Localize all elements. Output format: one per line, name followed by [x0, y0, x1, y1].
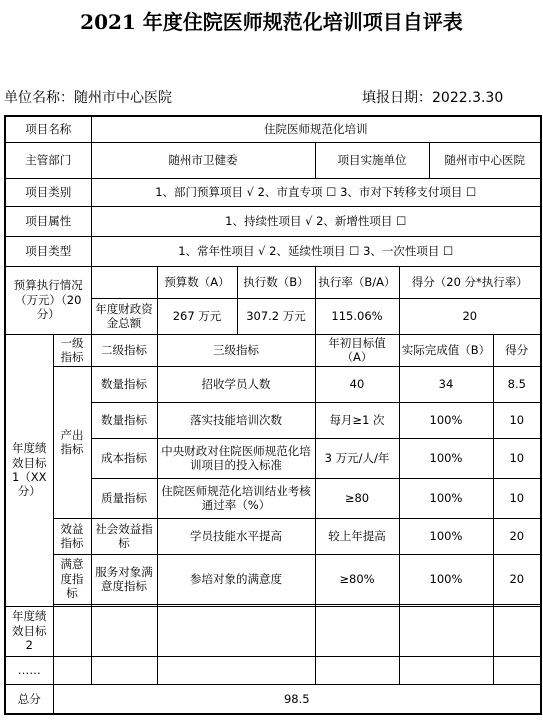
category-value: 1、部门预算项目 √ 2、市直专项 ☐ 3、市对下转移支付项目 ☐: [91, 178, 541, 206]
level3-cell: 住院医师规范化培训结业考核通过率（%）: [157, 478, 315, 518]
project-name-label: 项目名称: [5, 116, 91, 142]
attr-label: 项目属性: [5, 206, 91, 236]
budget-label: 预算执行情况（万元）（20 分）: [5, 266, 91, 334]
h-actual: 实际完成值（B）: [399, 334, 493, 366]
score-cell: 20: [493, 518, 541, 554]
category-label: 项目类别: [5, 178, 91, 206]
target-cell: 3 万元/人/年: [315, 438, 399, 478]
type-value: 1、常年性项目 √ 2、延续性项目 ☐ 3、一次性项目 ☐: [91, 236, 541, 266]
actual-cell: 100%: [399, 402, 493, 438]
total-value: 98.5: [53, 684, 541, 714]
ellipsis: ……: [5, 656, 53, 684]
perf-group2-label: 年度绩效目标 2: [5, 606, 53, 656]
date-value: 2022.3.30: [432, 90, 504, 106]
table-row: [5, 554, 541, 604]
score-cell: 8.5: [493, 366, 541, 402]
budget-row-label: 年度财政资金总额: [91, 298, 157, 334]
dept-value: 随州市卫健委: [91, 142, 315, 178]
exec-value: 307.2 万元: [237, 298, 315, 334]
score-cell: 10: [493, 402, 541, 438]
attr-value: 1、持续性项目 √ 2、新增性项目 ☐: [91, 206, 541, 236]
impl-value: 随州市中心医院: [429, 142, 541, 178]
actual-cell: 100%: [399, 438, 493, 478]
actual-cell: 100%: [399, 478, 493, 518]
h-target: 年初目标值（A）: [315, 334, 399, 366]
col-budget: 预算数（A）: [157, 266, 237, 298]
perf-group-label: 年度绩效目标 1（XX 分）: [5, 334, 53, 606]
h-level2: 二级指标: [91, 334, 157, 366]
score-cell: 10: [493, 438, 541, 478]
level2-cell: 成本指标: [91, 438, 157, 478]
level3-cell: 中央财政对住院医师规范化培训项目的投入标准: [157, 438, 315, 478]
budget-corner: [91, 266, 157, 298]
level2-cell: 社会效益指标: [91, 518, 157, 554]
actual-cell: 100%: [399, 518, 493, 554]
target-cell: ≥80: [315, 478, 399, 518]
self-evaluation-table: [4, 115, 542, 715]
date-field: [362, 87, 503, 107]
target-cell: 较上年提高: [315, 518, 399, 554]
level3-cell: 参培对象的满意度: [157, 554, 315, 604]
date-label: 填报日期：: [362, 90, 432, 106]
unit-name: 随州市中心医院: [74, 90, 172, 106]
col-score: 得分（20 分*执行率）: [399, 266, 541, 298]
dept-label: 主管部门: [5, 142, 91, 178]
level2-cell: 数量指标: [91, 402, 157, 438]
level2-cell: 服务对象满意度指标: [91, 554, 157, 604]
rate-value: 115.06%: [315, 298, 399, 334]
level2-cell: 数量指标: [91, 366, 157, 402]
unit-label: 单位名称：: [4, 90, 74, 106]
level3-cell: 学员技能水平提高: [157, 518, 315, 554]
unit-field: [4, 87, 172, 107]
col-exec: 执行数（B）: [237, 266, 315, 298]
score-cell: 20: [493, 554, 541, 604]
h-level1: 一级指标: [53, 334, 91, 366]
impl-label: 项目实施单位: [315, 142, 429, 178]
h-score: 得分: [493, 334, 541, 366]
target-cell: 40: [315, 366, 399, 402]
actual-cell: 34: [399, 366, 493, 402]
table-row: [5, 366, 541, 402]
project-name-value: 住院医师规范化培训: [91, 116, 541, 142]
actual-cell: 100%: [399, 554, 493, 604]
score-cell: 10: [493, 478, 541, 518]
output-label: 产出指标: [53, 366, 91, 518]
target-cell: 每月≥1 次: [315, 402, 399, 438]
page-title: 2021 年度住院医师规范化培训项目自评表: [80, 10, 463, 34]
level3-cell: 招收学员人数: [157, 366, 315, 402]
satisfaction-label: 满意度指标: [53, 554, 91, 604]
h-level3: 三级指标: [157, 334, 315, 366]
total-label: 总分: [5, 684, 53, 714]
col-rate: 执行率（B/A）: [315, 266, 399, 298]
benefit-label: 效益指标: [53, 518, 91, 554]
target-cell: ≥80%: [315, 554, 399, 604]
table-row: [5, 518, 541, 554]
level2-cell: 质量指标: [91, 478, 157, 518]
type-label: 项目类型: [5, 236, 91, 266]
budget-value: 267 万元: [157, 298, 237, 334]
score-value: 20: [399, 298, 541, 334]
level3-cell: 落实技能培训次数: [157, 402, 315, 438]
